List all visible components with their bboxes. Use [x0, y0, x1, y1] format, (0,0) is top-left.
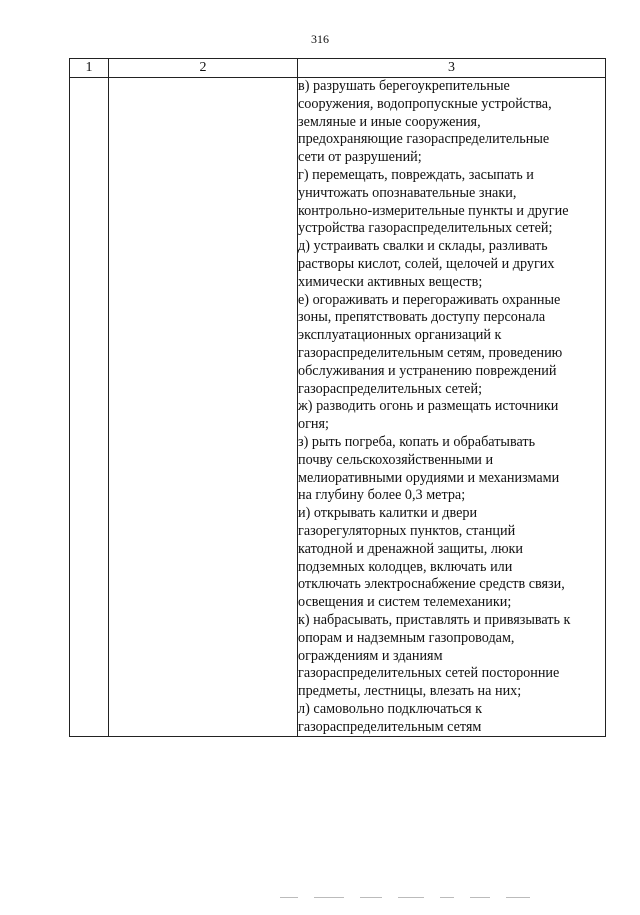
- text-line: з) рыть погреба, копать и обрабатывать: [298, 433, 536, 450]
- text-line: устройства газораспределительных сетей;: [298, 220, 553, 237]
- text-line: катодной и дренажной защиты, люки: [298, 540, 524, 557]
- text-line: отключать электроснабжение средств связи,: [298, 576, 565, 593]
- text-line: зоны, препятствовать доступу персонала: [298, 309, 546, 326]
- text-line: г) перемещать, повреждать, засыпать и: [298, 166, 534, 183]
- text-line: огня;: [298, 416, 329, 433]
- text-line: освещения и систем телемеханики;: [298, 594, 512, 611]
- table-row: [70, 78, 606, 737]
- text-line: е) огораживать и перегораживать охранные: [298, 291, 561, 308]
- text-line: мелиоративными орудиями и механизмами: [298, 469, 560, 486]
- text-lines: [298, 78, 605, 736]
- text-line: земляные и иные сооружения,: [298, 113, 481, 130]
- text-line: подземных колодцев, включать или: [298, 558, 513, 575]
- cell-column-2: [109, 78, 298, 737]
- text-line: и) открывать калитки и двери: [298, 505, 478, 522]
- text-line: опорам и надземным газопроводам,: [298, 629, 515, 646]
- scan-artifact-marks: [280, 897, 610, 901]
- text-line: в) разрушать берегоукрепительные: [298, 78, 510, 94]
- cell-column-1: [70, 78, 109, 737]
- text-line: обслуживания и устранению повреждений: [298, 362, 557, 379]
- cell-column-3: [298, 78, 606, 737]
- text-line: газораспределительным сетям: [298, 718, 482, 735]
- text-line: предохраняющие газораспределительные: [298, 131, 550, 148]
- text-line: уничтожать опознавательные знаки,: [298, 184, 517, 201]
- text-line: газораспределительных сетей посторонние: [298, 665, 560, 682]
- text-line: ограждениям и зданиям: [298, 647, 443, 664]
- text-line: д) устраивать свалки и склады, разливать: [298, 238, 548, 255]
- column-header-3: 3: [298, 59, 606, 78]
- text-line: газораспределительным сетям, проведению: [298, 344, 563, 361]
- page-number: 316: [311, 32, 329, 46]
- text-line: к) набрасывать, приставлять и привязывать к: [298, 611, 571, 628]
- text-line: газорегуляторных пунктов, станций: [298, 522, 516, 539]
- text-line: газораспределительных сетей;: [298, 380, 483, 397]
- column-header-1: 1: [70, 59, 109, 78]
- text-line: сооружения, водопропускные устройства,: [298, 95, 552, 112]
- text-line: ж) разводить огонь и размещать источники: [298, 398, 559, 415]
- text-line: эксплуатационных организаций к: [298, 327, 502, 344]
- text-line: л) самовольно подключаться к: [298, 700, 483, 717]
- text-line: растворы кислот, солей, щелочей и других: [298, 255, 555, 272]
- text-line: химически активных веществ;: [298, 273, 483, 290]
- column-header-2: 2: [109, 59, 298, 78]
- table-header-row: [70, 59, 606, 78]
- content-table: [69, 58, 606, 737]
- text-line: на глубину более 0,3 метра;: [298, 487, 466, 504]
- text-line: контрольно-измерительные пункты и другие: [298, 202, 569, 219]
- text-line: предметы, лестницы, влезать на них;: [298, 683, 522, 700]
- text-line: почву сельскохозяйственными и: [298, 451, 494, 468]
- text-line: сети от разрушений;: [298, 149, 422, 166]
